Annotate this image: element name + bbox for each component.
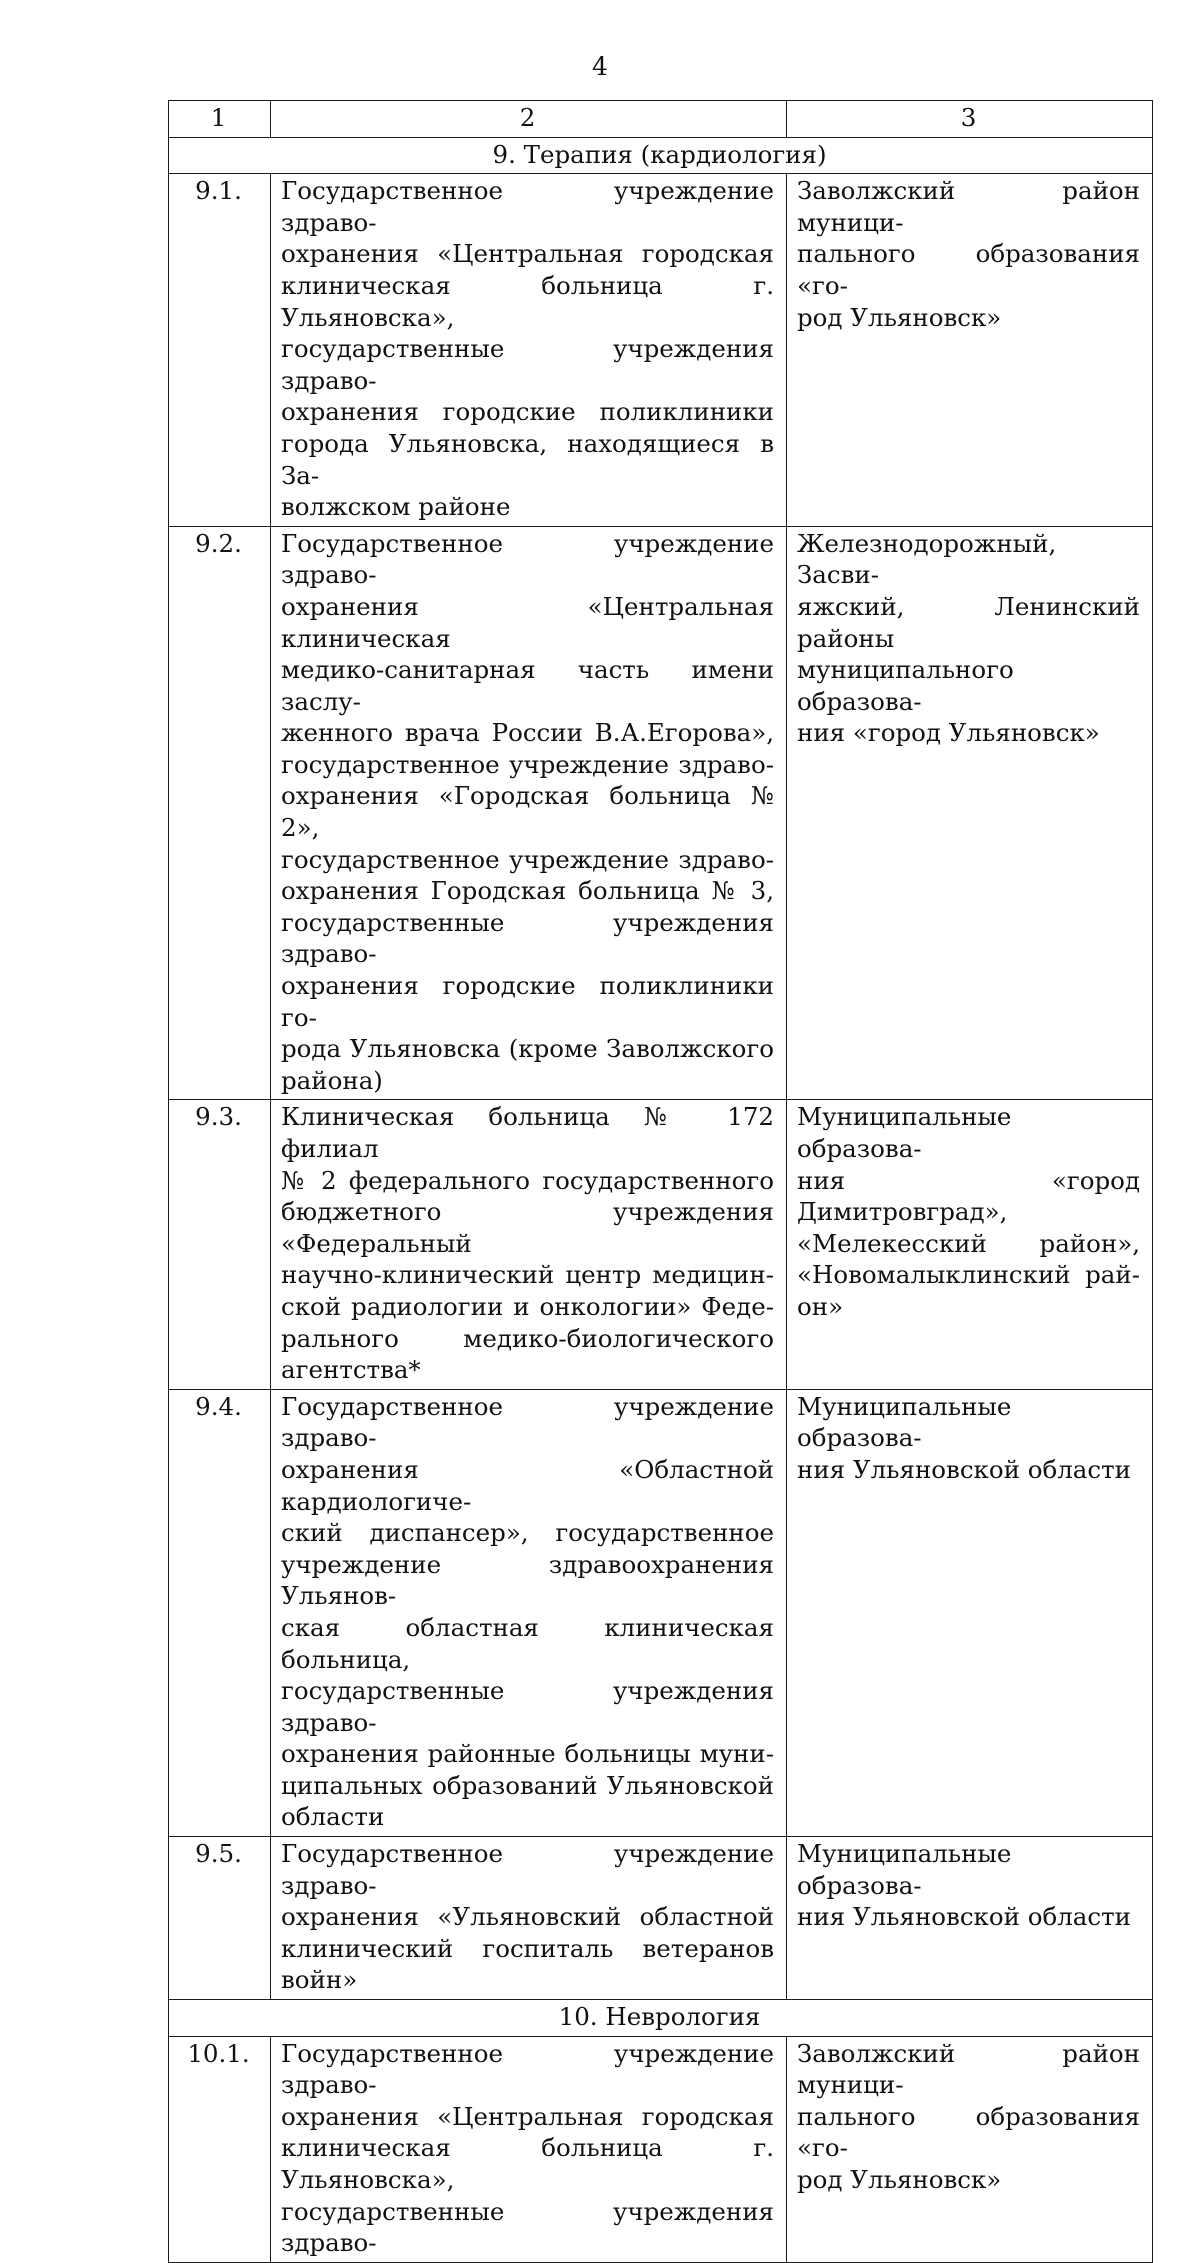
table-row bbox=[169, 1837, 1153, 2000]
area-line: род Ульяновск» bbox=[797, 302, 1002, 332]
area-line: ния Ульяновской области bbox=[797, 1902, 1132, 1932]
area-line: Муниципальные образова- bbox=[797, 1839, 1012, 1900]
institution-line: государственное учреждение здраво- bbox=[281, 749, 774, 779]
area-cell bbox=[787, 1837, 1153, 2000]
area-line: ния «город Ульяновск» bbox=[797, 718, 1100, 748]
section-title: 9. Терапия (кардиология) bbox=[169, 137, 1153, 174]
institution-line: рального медико-биологического bbox=[281, 1323, 774, 1353]
area-line: ния Ульяновской области bbox=[797, 1454, 1132, 1484]
institution-line: Государственное учреждение здраво- bbox=[281, 2038, 774, 2100]
institution-line: научно-клинический центр медицин- bbox=[281, 1260, 774, 1290]
institution-line: охранения «Центральная городская bbox=[281, 2101, 774, 2131]
document-table bbox=[168, 100, 1153, 2263]
row-number: 9.2. bbox=[169, 526, 271, 1100]
header-cell-3: 3 bbox=[787, 101, 1153, 138]
institution-line: ской радиологии и онкологии» Феде- bbox=[281, 1291, 774, 1321]
table-header-row bbox=[169, 101, 1153, 138]
area-line: «Мелекесский район», bbox=[797, 1228, 1140, 1258]
institution-line: ский диспансер», государственное bbox=[281, 1518, 774, 1548]
institution-cell bbox=[271, 1837, 787, 2000]
header-cell-2: 2 bbox=[271, 101, 787, 138]
institution-line: охранения «Ульяновский областной bbox=[281, 1902, 774, 1932]
institution-line: охранения «Центральная городская bbox=[281, 239, 774, 269]
institution-line: города Ульяновска, находящиеся в За- bbox=[281, 428, 774, 490]
institution-line: рода Ульяновска (кроме Заволжского bbox=[281, 1034, 774, 1064]
area-line: род Ульяновск» bbox=[797, 2165, 1002, 2194]
area-line: Муниципальные образова- bbox=[797, 1391, 1012, 1453]
institution-line: войн» bbox=[281, 1965, 358, 1995]
area-line: «Новомалыклинский рай- bbox=[797, 1260, 1140, 1290]
table-row bbox=[169, 526, 1153, 1100]
table-row bbox=[169, 2036, 1153, 2262]
institution-cell bbox=[271, 1389, 787, 1836]
institution-line: района) bbox=[281, 1065, 383, 1095]
institution-line: государственные учреждения здраво- bbox=[281, 1676, 774, 1737]
institution-line: Государственное учреждение здраво- bbox=[281, 528, 774, 590]
table-row bbox=[169, 1100, 1153, 1389]
page-number: 4 bbox=[592, 52, 608, 81]
institution-line: Государственное учреждение здраво- bbox=[281, 1839, 774, 1900]
institution-cell bbox=[271, 174, 787, 527]
institution-line: клиническая больница г. Ульяновска», bbox=[281, 270, 774, 332]
area-line: Заволжский район муници- bbox=[797, 2038, 1140, 2100]
area-cell bbox=[787, 1100, 1153, 1389]
section-title: 10. Неврология bbox=[169, 2000, 1153, 2037]
institution-line: государственные учреждения здраво- bbox=[281, 907, 774, 969]
institution-line: охранения Городская больница № 3, bbox=[281, 876, 774, 906]
area-line: Железнодорожный, Засви- bbox=[797, 528, 1057, 590]
institution-line: государственные учреждения здраво- bbox=[281, 2196, 774, 2258]
institution-line: Клиническая больница № 172 филиал bbox=[281, 1102, 774, 1163]
area-line: он» bbox=[797, 1291, 844, 1321]
institution-line: охранения городские поликлиники bbox=[281, 397, 774, 427]
institution-line: женного врача России В.А.Егорова», bbox=[281, 718, 774, 748]
institution-line: охранения районные больницы муни- bbox=[281, 1739, 774, 1769]
row-number: 9.4. bbox=[169, 1389, 271, 1836]
area-cell bbox=[787, 174, 1153, 527]
institution-line: учреждение здравоохранения Ульянов- bbox=[281, 1549, 774, 1611]
institution-line: государственное учреждение здраво- bbox=[281, 844, 774, 874]
row-number: 10.1. bbox=[169, 2036, 271, 2262]
institution-cell bbox=[271, 1100, 787, 1389]
row-number: 9.5. bbox=[169, 1837, 271, 2000]
institution-line: Государственное учреждение здраво- bbox=[281, 176, 774, 237]
institution-line: охранения «Областной кардиологиче- bbox=[281, 1454, 774, 1516]
section-header-row bbox=[169, 2000, 1153, 2037]
row-number: 9.1. bbox=[169, 174, 271, 527]
institution-line: охранения «Центральная клиническая bbox=[281, 591, 774, 653]
area-line: Заволжский район муници- bbox=[797, 176, 1140, 237]
institution-line: Государственное учреждение здраво- bbox=[281, 1391, 774, 1453]
area-cell bbox=[787, 2036, 1153, 2262]
institution-line: клинический госпиталь ветеранов bbox=[281, 1933, 774, 1963]
header-cell-1: 1 bbox=[169, 101, 271, 138]
area-line: муниципального образова- bbox=[797, 655, 1014, 716]
institution-line: агентства* bbox=[281, 1355, 421, 1385]
institution-line: ципальных образований Ульяновской bbox=[281, 1770, 774, 1800]
institution-line: волжском районе bbox=[281, 492, 511, 522]
area-line: пального образования «го- bbox=[797, 2101, 1140, 2163]
institution-line: № 2 федерального государственного bbox=[281, 1165, 774, 1195]
area-cell bbox=[787, 1389, 1153, 1836]
institution-line: медико-санитарная часть имени заслу- bbox=[281, 655, 774, 716]
table-row bbox=[169, 174, 1153, 527]
institution-line: области bbox=[281, 1802, 385, 1832]
institution-line: охранения «Городская больница № 2», bbox=[281, 781, 774, 843]
institution-cell bbox=[271, 526, 787, 1100]
area-line: пального образования «го- bbox=[797, 239, 1140, 300]
area-line: ния «город Димитровград», bbox=[797, 1165, 1140, 1227]
institution-line: бюджетного учреждения «Федеральный bbox=[281, 1197, 774, 1258]
institution-cell bbox=[271, 2036, 787, 2262]
table-row bbox=[169, 1389, 1153, 1836]
institution-line: государственные учреждения здраво- bbox=[281, 334, 774, 395]
institution-line: охранения городские поликлиники го- bbox=[281, 971, 774, 1032]
area-cell bbox=[787, 526, 1153, 1100]
section-header-row bbox=[169, 137, 1153, 174]
institution-line: клиническая больница г. Ульяновска», bbox=[281, 2133, 774, 2194]
row-number: 9.3. bbox=[169, 1100, 271, 1389]
area-line: Муниципальные образова- bbox=[797, 1102, 1012, 1163]
institution-line: ская областная клиническая больница, bbox=[281, 1612, 774, 1674]
area-line: яжский, Ленинский районы bbox=[797, 591, 1140, 653]
